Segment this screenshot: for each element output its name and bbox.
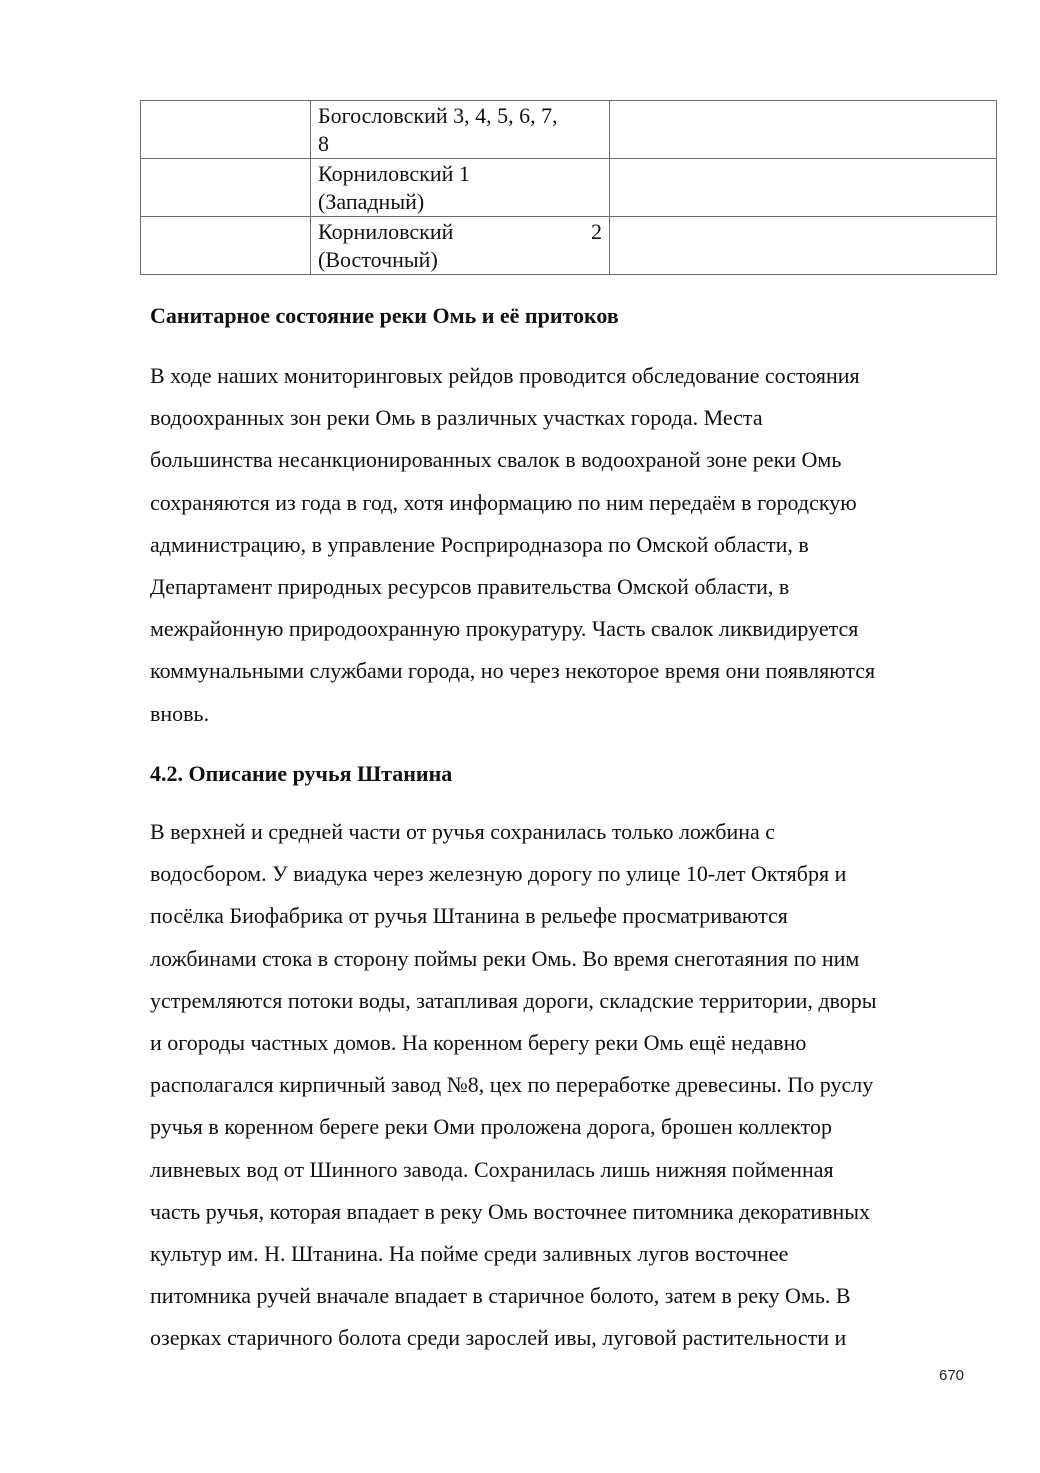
text-line: посёлка Биофабрика от ручья Штанина в рельефе просматриваются	[150, 903, 788, 929]
text-line: В верхней и средней части от ручья сохранилась только ложбина с	[150, 819, 776, 844]
text-line: ливневых вод от Шинного завода. Сохранилась лишь нижняя пойменная	[150, 1156, 834, 1182]
section-heading-sanitary: Санитарное состояние реки Омь и её притоков	[150, 303, 619, 328]
page-number: 670	[939, 1367, 965, 1384]
paragraph-stream	[150, 811, 980, 1360]
cell-line	[318, 218, 602, 246]
text-line: ложбинами стока в сторону поймы реки Омь. Во время снеготаяния по ним	[150, 945, 860, 971]
table-cell	[141, 217, 311, 275]
table-cell	[311, 101, 610, 159]
text-line: озерках старичного болота среди зарослей ивы, луговой растительности и	[150, 1325, 847, 1351]
table-cell	[610, 101, 997, 159]
table-cell	[610, 159, 997, 217]
table-cell	[311, 217, 610, 275]
text-line: администрацию, в управление Росприродназора по Омской области, в	[150, 531, 809, 557]
table-cell	[311, 159, 610, 217]
cell-line: Корниловский 1	[318, 161, 470, 186]
table-cell	[610, 217, 997, 275]
text-line: устремляются потоки воды, затапливая дороги, складские территории, дворы	[150, 987, 877, 1013]
table-cell	[141, 159, 311, 217]
cell-line: Богословский 3, 4, 5, 6, 7,	[318, 103, 558, 128]
cell-line: (Восточный)	[318, 247, 438, 272]
text-line: ручья в коренном береге реки Оми проложена дорога, брошен коллектор	[150, 1114, 832, 1140]
text-line: располагался кирпичный завод №8, цех по переработке древесины. По руслу	[150, 1072, 874, 1098]
text-line: большинства несанкционированных свалок в водоохраной зоне реки Омь	[150, 447, 842, 473]
cell-line: 8	[318, 131, 329, 156]
paragraph-sanitary	[150, 355, 980, 735]
text-line: и огороды частных домов. На коренном берегу реки Омь ещё недавно	[150, 1030, 807, 1056]
rivers-table	[140, 100, 997, 275]
text-line: водоохранных зон реки Омь в различных участках города. Места	[150, 405, 763, 431]
section-heading-stream: 4.2. Описание ручья Штанина	[150, 761, 453, 786]
cell-line: (Западный)	[318, 189, 425, 214]
text-line: сохраняются из года в год, хотя информацию по ним передаём в городскую	[150, 489, 857, 515]
text-line: межрайонную природоохранную прокуратуру. Часть свалок ликвидируется	[150, 616, 859, 642]
table-row	[141, 101, 997, 159]
text-line: культур им. Н. Штанина. На пойме среди заливных лугов восточнее	[150, 1241, 789, 1267]
text-line: В ходе наших мониторинговых рейдов проводится обследование состояния	[150, 363, 860, 388]
table-cell	[141, 101, 311, 159]
text-line: питомника ручей вначале впадает в старичное болото, затем в реку Омь. В	[150, 1283, 851, 1309]
text-line: вновь.	[150, 700, 210, 726]
text-line: Департамент природных ресурсов правительства Омской области, в	[150, 574, 790, 600]
text-line: водосбором. У виадука через железную дорогу по улице 10-лет Октября и	[150, 861, 847, 887]
text-line: коммунальными службами города, но через некоторое время они появляются	[150, 658, 876, 684]
table-row	[141, 159, 997, 217]
cell-text-right: 2	[591, 219, 602, 244]
text-line: часть ручья, которая впадает в реку Омь восточнее питомника декоративных	[150, 1198, 871, 1224]
table-row	[141, 217, 997, 275]
cell-text-left: Корниловский	[318, 219, 454, 244]
